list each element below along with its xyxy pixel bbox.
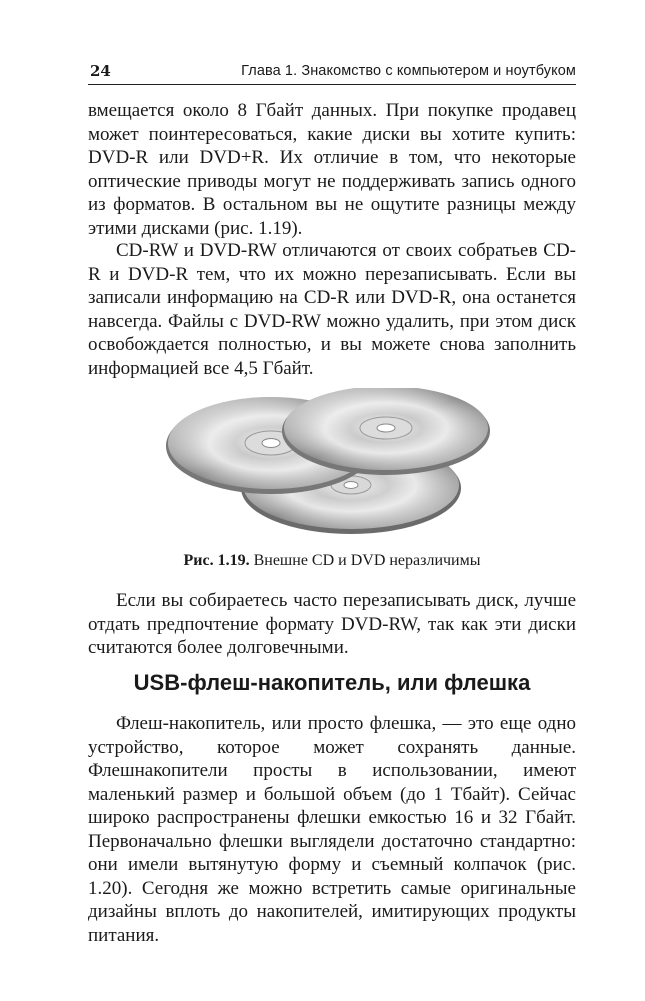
paragraph-continuation: вмещается около 8 Гбайт данных. При покупке продавец может поинтересоваться, какие диски вы хотите купить: DVD-R или DVD+R. Их отличие в том, что некоторые оптические приводы могут не поддерживать запись одного из форматов. В остальном вы не ощутите разницы между этими дисками (рис. 1.19). bbox=[88, 100, 576, 239]
paragraph-dvd-rw-advice: Если вы собираетесь часто перезаписывать диск, лучше отдать предпочтение формату DVD-RW, так как эти диски считаются более долговечными. bbox=[88, 590, 576, 658]
three-discs-illustration bbox=[166, 388, 496, 538]
figure-caption-text: Внешне CD и DVD неразличимы bbox=[253, 552, 481, 569]
disc-right bbox=[282, 388, 490, 475]
running-header bbox=[88, 60, 576, 85]
section-heading: USB-флеш-накопитель, или флешка bbox=[133, 670, 531, 695]
figure-label: Рис. 1.19. bbox=[183, 552, 250, 569]
chapter-title: Глава 1. Знакомство с компьютером и ноутбуком bbox=[241, 63, 576, 79]
page-number: 24 bbox=[90, 62, 111, 80]
paragraph-rewritable-discs: CD-RW и DVD-RW отличаются от своих собратьев CD-R и DVD-R тем, что их можно перезаписывать. Если вы записали информацию на CD-R или DVD-R, она останется навсегда. Файлы с DVD-RW можно удалить, при этом диск освобождается полностью, и вы можете снова заполнить информацией все 4,5 Гбайт. bbox=[88, 240, 576, 379]
figure-caption bbox=[88, 552, 576, 570]
figure-discs-image bbox=[166, 388, 496, 538]
paragraph-flash-drive: Флеш-накопитель, или просто флешка, — это еще одно устройство, которое может сохранять данные. Флешнакопители просты в использовании, имеют маленький размер и большой объем (до 1 Тбайт). Сейчас широко распространены флешки емкостью 16 и 32 Гбайт. Первоначально флешки выглядели достаточно стандартно: они имели вытянутую форму и съемный колпачок (рис. 1.20). Сегодня же можно встретить самые оригинальные дизайны вплоть до накопителей, имитирующих продукты питания. bbox=[88, 713, 576, 946]
